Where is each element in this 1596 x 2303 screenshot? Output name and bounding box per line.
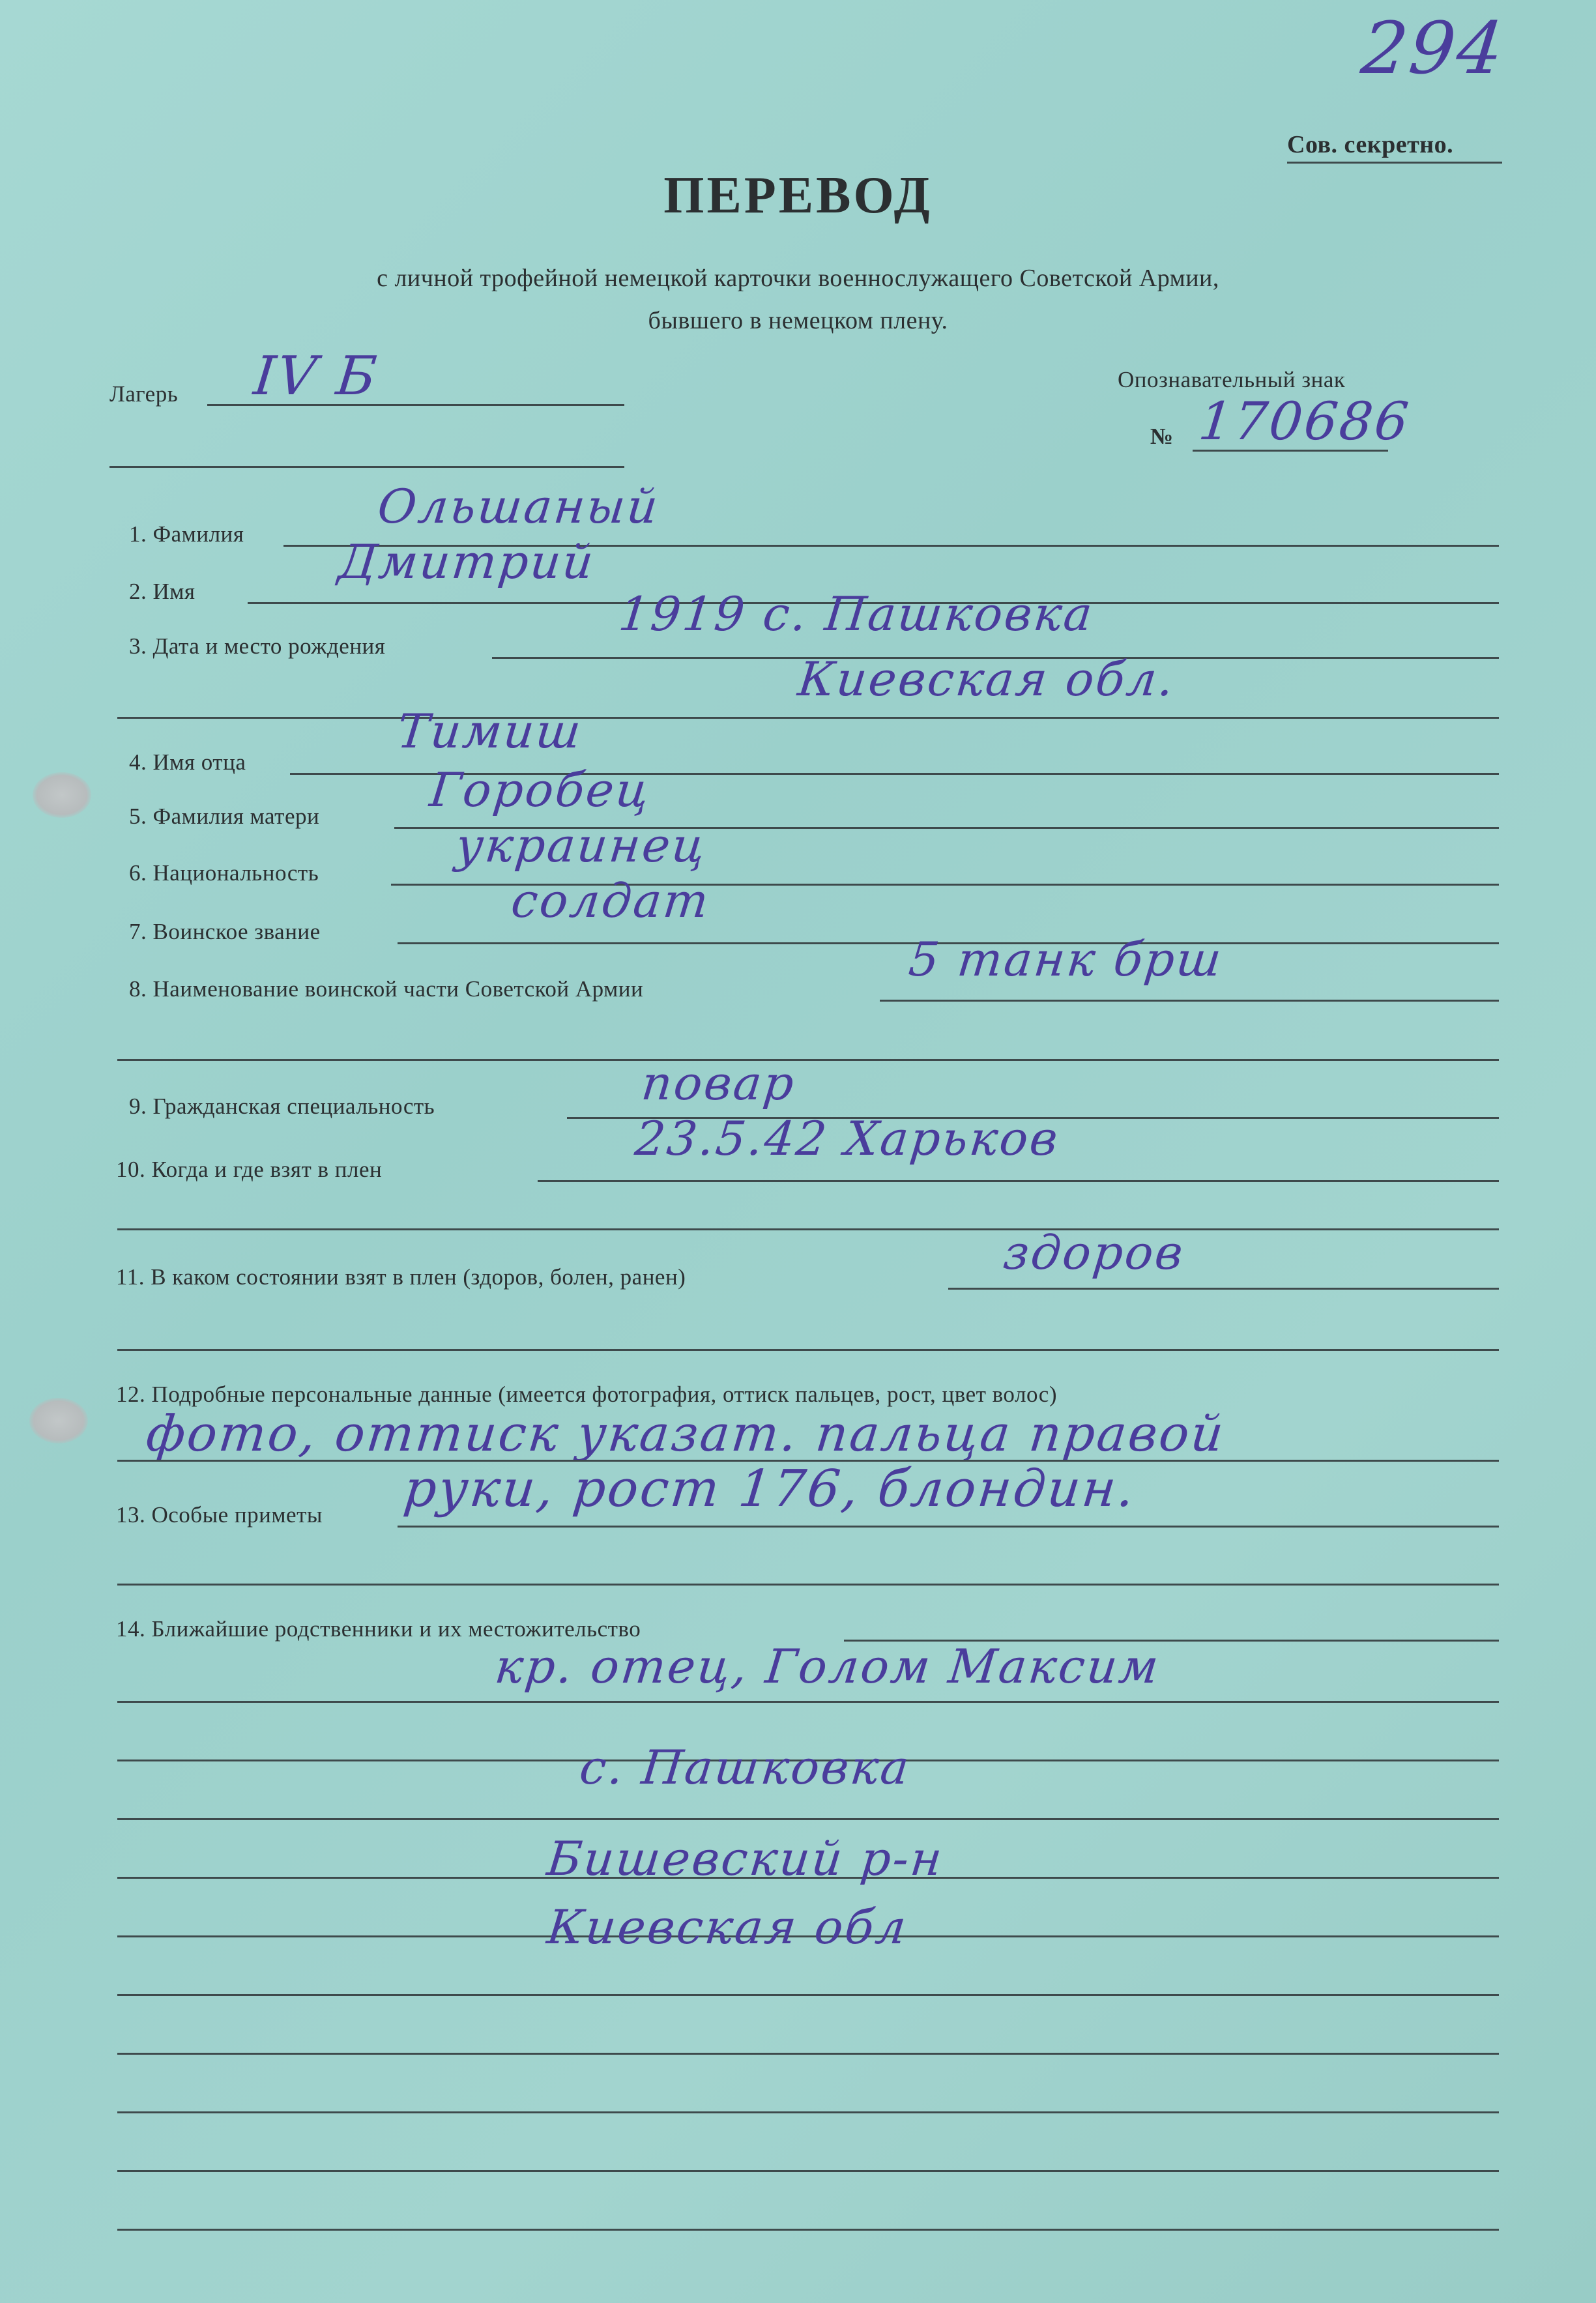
field-label-rank: 7. Воинское звание [129, 919, 321, 944]
field-label-profession: 9. Гражданская специальность [129, 1094, 435, 1119]
punch-hole-top [33, 772, 91, 818]
field-label-mother: 5. Фамилия матери [129, 804, 320, 829]
field-line-captured [538, 1180, 1499, 1182]
field-label-nationality: 6. Национальность [129, 860, 319, 886]
field-label-marks: 13. Особые приметы [116, 1502, 323, 1528]
secrecy-mark: Сов. секретно. [1287, 131, 1454, 158]
field-line-condition [948, 1288, 1499, 1290]
secrecy-underline [1287, 162, 1502, 164]
field-value-mother: Горобец [427, 762, 654, 817]
field-label-surname: 1. Фамилия [129, 521, 244, 547]
relatives-rule-9 [117, 2170, 1499, 2172]
relatives-rule-6 [117, 1994, 1499, 1996]
id-sign-number-label: № [1150, 424, 1174, 449]
field-label-personal: 12. Подробные персональные данные (имеется фотография, оттиск пальцев, рост, цвет волос) [116, 1382, 1057, 1407]
field-value-unit: 5 танк брш [906, 932, 1226, 987]
field-value-father: Тимиш [394, 704, 586, 759]
field-value-profession: повар [639, 1056, 799, 1110]
relatives-rule-8 [117, 2111, 1499, 2113]
corner-number: 294 [1357, 7, 1509, 90]
field-label-father: 4. Имя отца [129, 749, 246, 775]
field-line-unit-2 [117, 1059, 1499, 1061]
field-value-birth-2: Киевская обл. [795, 652, 1178, 706]
field-value-personal: фото, оттиск указат. пальца правой [143, 1404, 1228, 1462]
field-label-unit: 8. Наименование воинской части Советской Армии [129, 976, 644, 1002]
camp-value: IV Б [251, 345, 381, 407]
relatives-rule-10 [117, 2229, 1499, 2231]
subtitle-line2: бывшего в немецком плену. [648, 307, 948, 334]
field-line-marks-2 [117, 1584, 1499, 1586]
relatives-line-4: Киевская обл [544, 1900, 910, 1954]
field-line-birth-2 [117, 717, 1499, 719]
field-line-condition-2 [117, 1349, 1499, 1351]
punch-hole-bottom [29, 1398, 88, 1443]
field-value-surname: Ольшаный [375, 479, 663, 534]
field-value-birth: 1919 с. Пашковка [616, 587, 1097, 641]
relatives-line-2: с. Пашковка [577, 1740, 914, 1795]
subtitle-line1: с личной трофейной немецкой карточки военнослужащего Советской Армии, [377, 265, 1219, 292]
field-line-captured-2 [117, 1228, 1499, 1230]
field-label-birth: 3. Дата и место рождения [129, 633, 386, 659]
page-title: ПЕРЕВОД [663, 167, 933, 224]
id-sign-label: Опознавательный знак [1118, 367, 1346, 392]
camp-label: Лагерь [109, 381, 179, 407]
id-sign-value: 170686 [1196, 391, 1414, 452]
field-label-condition: 11. В каком состоянии взят в плен (здоров, болен, ранен) [116, 1264, 686, 1290]
field-line-unit [880, 1000, 1499, 1002]
field-label-captured: 10. Когда и где взят в плен [116, 1157, 383, 1182]
relatives-rule-3 [117, 1818, 1499, 1820]
field-value-name: Дмитрий [336, 534, 598, 589]
field-line-marks [398, 1526, 1499, 1528]
camp-line-2 [109, 466, 624, 468]
field-label-relatives: 14. Ближайшие родственники и их местожительство [116, 1616, 641, 1642]
relatives-rule-7 [117, 2053, 1499, 2055]
relatives-rule-1 [117, 1701, 1499, 1703]
field-value-nationality: украинец [453, 818, 710, 873]
field-value-condition: здоров [1000, 1225, 1188, 1280]
field-label-name: 2. Имя [129, 579, 196, 604]
field-value-rank: солдат [508, 873, 713, 928]
relatives-line-3: Бишевский р-н [544, 1831, 947, 1886]
field-value-marks: руки, рост 176, блондин. [401, 1460, 1139, 1518]
field-value-captured: 23.5.42 Харьков [632, 1111, 1062, 1166]
relatives-line-1: кр. отец, Голом Максим [492, 1639, 1163, 1694]
